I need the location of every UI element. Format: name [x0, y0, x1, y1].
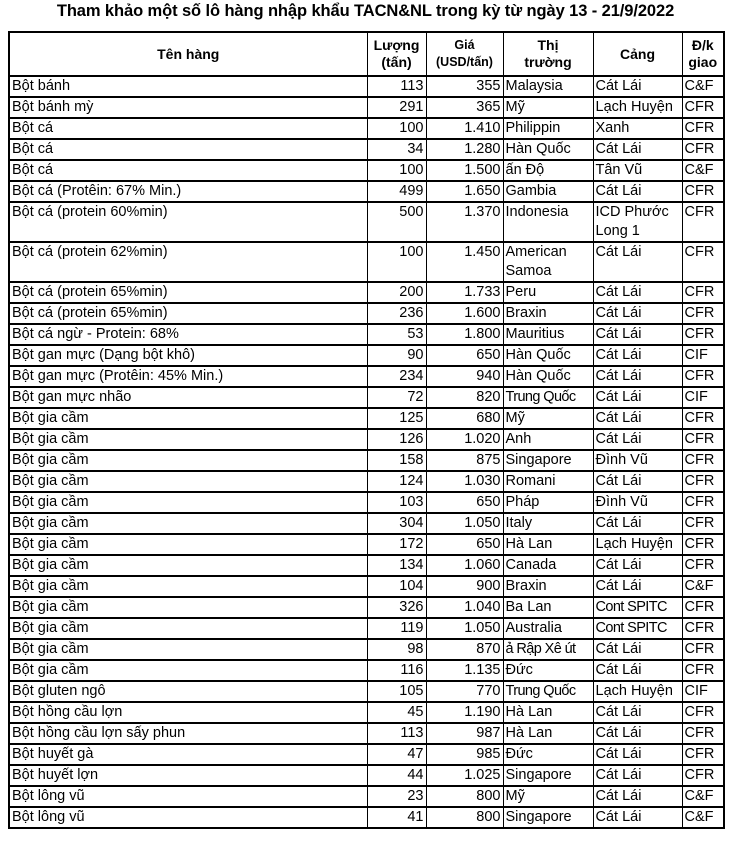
table-row [9, 639, 724, 660]
cell-port: Cát Lái [593, 181, 682, 202]
cell-port: Cont SPITC [593, 597, 682, 618]
table-row [9, 513, 724, 534]
cell-market: Pháp [503, 492, 593, 513]
cell-quantity: 113 [367, 76, 426, 97]
cell-port: Tân Vũ [593, 160, 682, 181]
table-row [9, 181, 724, 202]
cell-market: Braxin [503, 576, 593, 597]
table-row [9, 744, 724, 765]
cell-market: Singapore [503, 450, 593, 471]
cell-port: Đình Vũ [593, 450, 682, 471]
header-market [503, 32, 593, 76]
cell-port: ICD Phước Long 1 [593, 202, 682, 242]
cell-port: Cát Lái [593, 345, 682, 366]
cell-price: 900 [426, 576, 503, 597]
cell-quantity: 200 [367, 282, 426, 303]
cell-delivery-term: CFR [682, 97, 724, 118]
table-row [9, 429, 724, 450]
table-row [9, 303, 724, 324]
cell-quantity: 47 [367, 744, 426, 765]
cell-delivery-term: CFR [682, 723, 724, 744]
cell-name: Bột lông vũ [9, 807, 367, 828]
table-row [9, 534, 724, 555]
table-row [9, 118, 724, 139]
cell-port: Cát Lái [593, 702, 682, 723]
cell-quantity: 134 [367, 555, 426, 576]
cell-market: Mỹ [503, 786, 593, 807]
cell-name: Bột cá (protein 62%min) [9, 242, 367, 282]
cell-market: Braxin [503, 303, 593, 324]
cell-delivery-term: CFR [682, 618, 724, 639]
cell-name: Bột gan mực (Protêin: 45% Min.) [9, 366, 367, 387]
cell-name: Bột gan mực nhão [9, 387, 367, 408]
cell-price: 650 [426, 534, 503, 555]
cell-port: Cát Lái [593, 744, 682, 765]
cell-market: Mỹ [503, 408, 593, 429]
cell-market: Đức [503, 660, 593, 681]
cell-quantity: 104 [367, 576, 426, 597]
cell-price: 800 [426, 807, 503, 828]
table-row [9, 471, 724, 492]
cell-price: 1.060 [426, 555, 503, 576]
cell-price: 1.370 [426, 202, 503, 242]
table-row [9, 786, 724, 807]
cell-name: Bột cá [9, 118, 367, 139]
cell-market: Anh [503, 429, 593, 450]
cell-price: 1.020 [426, 429, 503, 450]
cell-price: 1.800 [426, 324, 503, 345]
cell-name: Bột gia cầm [9, 660, 367, 681]
table-row [9, 202, 724, 242]
cell-market: Mauritius [503, 324, 593, 345]
header-name [9, 32, 367, 76]
cell-market: Mỹ [503, 97, 593, 118]
cell-name: Bột gia cầm [9, 576, 367, 597]
cell-market: Hàn Quốc [503, 345, 593, 366]
cell-market: Indonesia [503, 202, 593, 242]
cell-quantity: 100 [367, 242, 426, 282]
cell-delivery-term: CFR [682, 366, 724, 387]
cell-market: Trung Quốc [503, 387, 593, 408]
cell-delivery-term: CFR [682, 744, 724, 765]
cell-quantity: 116 [367, 660, 426, 681]
cell-name: Bột gan mực (Dạng bột khô) [9, 345, 367, 366]
cell-quantity: 105 [367, 681, 426, 702]
cell-port: Cát Lái [593, 408, 682, 429]
table-row [9, 139, 724, 160]
cell-port: Cát Lái [593, 786, 682, 807]
cell-port: Cát Lái [593, 765, 682, 786]
cell-port: Cát Lái [593, 639, 682, 660]
cell-price: 870 [426, 639, 503, 660]
cell-port: Cont SPITC [593, 618, 682, 639]
table-row [9, 160, 724, 181]
cell-name: Bột lông vũ [9, 786, 367, 807]
header-price-line1: Giá [454, 38, 475, 52]
cell-price: 985 [426, 744, 503, 765]
table-row [9, 555, 724, 576]
header-port [593, 32, 682, 76]
cell-port: Cát Lái [593, 366, 682, 387]
cell-market: Gambia [503, 181, 593, 202]
cell-name: Bột cá (Protêin: 67% Min.) [9, 181, 367, 202]
cell-delivery-term: CFR [682, 429, 724, 450]
cell-name: Bột gia cầm [9, 555, 367, 576]
table-row [9, 576, 724, 597]
cell-quantity: 44 [367, 765, 426, 786]
cell-delivery-term: C&F [682, 76, 724, 97]
cell-delivery-term: CFR [682, 242, 724, 282]
cell-price: 1.410 [426, 118, 503, 139]
cell-port: Cát Lái [593, 660, 682, 681]
cell-delivery-term: CIF [682, 681, 724, 702]
table-row [9, 660, 724, 681]
cell-delivery-term: CFR [682, 639, 724, 660]
cell-port: Cát Lái [593, 242, 682, 282]
header-term [682, 32, 724, 76]
table-row [9, 618, 724, 639]
cell-delivery-term: CFR [682, 660, 724, 681]
cell-market: Canada [503, 555, 593, 576]
cell-market: Philippin [503, 118, 593, 139]
cell-name: Bột gia cầm [9, 639, 367, 660]
cell-price: 1.025 [426, 765, 503, 786]
cell-delivery-term: CFR [682, 303, 724, 324]
cell-price: 1.650 [426, 181, 503, 202]
cell-port: Lạch Huyện [593, 97, 682, 118]
cell-port: Đình Vũ [593, 492, 682, 513]
cell-name: Bột gia cầm [9, 450, 367, 471]
cell-market: Australia [503, 618, 593, 639]
cell-name: Bột hồng cầu lợn sấy phun [9, 723, 367, 744]
cell-market: ấn Độ [503, 160, 593, 181]
cell-name: Bột huyết lợn [9, 765, 367, 786]
cell-price: 1.050 [426, 618, 503, 639]
cell-quantity: 90 [367, 345, 426, 366]
cell-port: Cát Lái [593, 471, 682, 492]
cell-price: 650 [426, 345, 503, 366]
cell-quantity: 98 [367, 639, 426, 660]
import-shipments-table [8, 31, 725, 829]
cell-price: 1.600 [426, 303, 503, 324]
cell-price: 1.190 [426, 702, 503, 723]
cell-port: Cát Lái [593, 139, 682, 160]
cell-delivery-term: CFR [682, 408, 724, 429]
cell-quantity: 41 [367, 807, 426, 828]
header-market-line2: trường [524, 54, 572, 70]
cell-price: 1.030 [426, 471, 503, 492]
cell-delivery-term: C&F [682, 786, 724, 807]
cell-delivery-term: CFR [682, 492, 724, 513]
table-row [9, 242, 724, 282]
cell-port: Cát Lái [593, 76, 682, 97]
table-row [9, 450, 724, 471]
cell-price: 650 [426, 492, 503, 513]
cell-price: 1.733 [426, 282, 503, 303]
cell-quantity: 45 [367, 702, 426, 723]
table-row [9, 807, 724, 828]
cell-market: American Samoa [503, 242, 593, 282]
cell-name: Bột gia cầm [9, 534, 367, 555]
cell-delivery-term: CFR [682, 597, 724, 618]
cell-name: Bột huyết gà [9, 744, 367, 765]
cell-market: Romani [503, 471, 593, 492]
table-row [9, 681, 724, 702]
cell-price: 770 [426, 681, 503, 702]
cell-name: Bột cá [9, 139, 367, 160]
cell-quantity: 53 [367, 324, 426, 345]
header-port-label: Cảng [620, 45, 655, 62]
cell-delivery-term: CFR [682, 534, 724, 555]
cell-price: 820 [426, 387, 503, 408]
cell-name: Bột hồng cầu lợn [9, 702, 367, 723]
cell-market: Trung Quốc [503, 681, 593, 702]
cell-port: Cát Lái [593, 576, 682, 597]
cell-port: Lạch Huyện [593, 534, 682, 555]
cell-price: 1.500 [426, 160, 503, 181]
cell-quantity: 23 [367, 786, 426, 807]
cell-price: 940 [426, 366, 503, 387]
cell-name: Bột gia cầm [9, 492, 367, 513]
table-row [9, 408, 724, 429]
table-row [9, 76, 724, 97]
cell-price: 1.135 [426, 660, 503, 681]
cell-quantity: 124 [367, 471, 426, 492]
cell-quantity: 34 [367, 139, 426, 160]
cell-market: Italy [503, 513, 593, 534]
cell-delivery-term: CFR [682, 324, 724, 345]
cell-delivery-term: CIF [682, 387, 724, 408]
header-price [426, 32, 503, 76]
cell-market: Peru [503, 282, 593, 303]
header-qty-line2: (tấn) [381, 54, 412, 70]
cell-delivery-term: CFR [682, 555, 724, 576]
table-row [9, 387, 724, 408]
cell-name: Bột cá (protein 65%min) [9, 303, 367, 324]
cell-market: ả Rập Xê út [503, 639, 593, 660]
cell-delivery-term: CFR [682, 282, 724, 303]
cell-port: Xanh [593, 118, 682, 139]
cell-price: 1.450 [426, 242, 503, 282]
table-row [9, 492, 724, 513]
table-header-row [9, 32, 724, 76]
cell-price: 680 [426, 408, 503, 429]
header-name-label: Tên hàng [157, 45, 220, 62]
cell-quantity: 500 [367, 202, 426, 242]
cell-market: Singapore [503, 807, 593, 828]
cell-price: 1.040 [426, 597, 503, 618]
cell-delivery-term: CFR [682, 202, 724, 242]
cell-market: Singapore [503, 765, 593, 786]
cell-delivery-term: CIF [682, 345, 724, 366]
cell-delivery-term: CFR [682, 181, 724, 202]
cell-delivery-term: CFR [682, 139, 724, 160]
cell-quantity: 291 [367, 97, 426, 118]
cell-price: 800 [426, 786, 503, 807]
cell-delivery-term: CFR [682, 702, 724, 723]
cell-port: Cát Lái [593, 429, 682, 450]
cell-name: Bột bánh [9, 76, 367, 97]
cell-delivery-term: CFR [682, 765, 724, 786]
cell-price: 987 [426, 723, 503, 744]
cell-port: Cát Lái [593, 513, 682, 534]
cell-quantity: 72 [367, 387, 426, 408]
cell-delivery-term: C&F [682, 160, 724, 181]
cell-price: 355 [426, 76, 503, 97]
cell-port: Cát Lái [593, 723, 682, 744]
table-row [9, 366, 724, 387]
cell-name: Bột gia cầm [9, 429, 367, 450]
cell-market: Malaysia [503, 76, 593, 97]
cell-price: 875 [426, 450, 503, 471]
cell-market: Ba Lan [503, 597, 593, 618]
cell-quantity: 126 [367, 429, 426, 450]
cell-quantity: 304 [367, 513, 426, 534]
cell-delivery-term: CFR [682, 118, 724, 139]
cell-port: Lạch Huyện [593, 681, 682, 702]
cell-port: Cát Lái [593, 807, 682, 828]
cell-name: Bột cá (protein 65%min) [9, 282, 367, 303]
cell-quantity: 326 [367, 597, 426, 618]
cell-quantity: 234 [367, 366, 426, 387]
table-row [9, 282, 724, 303]
cell-port: Cát Lái [593, 324, 682, 345]
cell-name: Bột gia cầm [9, 471, 367, 492]
cell-quantity: 103 [367, 492, 426, 513]
cell-port: Cát Lái [593, 555, 682, 576]
cell-quantity: 158 [367, 450, 426, 471]
cell-name: Bột cá ngừ - Protein: 68% [9, 324, 367, 345]
cell-name: Bột cá (protein 60%min) [9, 202, 367, 242]
cell-price: 1.280 [426, 139, 503, 160]
cell-delivery-term: CFR [682, 513, 724, 534]
cell-delivery-term: C&F [682, 807, 724, 828]
cell-quantity: 125 [367, 408, 426, 429]
cell-port: Cát Lái [593, 282, 682, 303]
header-market-line1: Thị [537, 37, 559, 53]
cell-delivery-term: CFR [682, 471, 724, 492]
cell-name: Bột gia cầm [9, 597, 367, 618]
header-term-line1: Đ/k [691, 37, 714, 53]
cell-port: Cát Lái [593, 303, 682, 324]
cell-market: Hàn Quốc [503, 366, 593, 387]
cell-quantity: 236 [367, 303, 426, 324]
cell-quantity: 100 [367, 118, 426, 139]
cell-name: Bột gia cầm [9, 408, 367, 429]
cell-name: Bột gia cầm [9, 513, 367, 534]
cell-quantity: 499 [367, 181, 426, 202]
header-qty [367, 32, 426, 76]
table-row [9, 723, 724, 744]
table-row [9, 324, 724, 345]
page-title: Tham khảo một số lô hàng nhập khẩu TACN&NL trong kỳ từ ngày 13 - 21/9/2022 [56, 2, 675, 20]
table-row [9, 765, 724, 786]
table-row [9, 97, 724, 118]
cell-delivery-term: C&F [682, 576, 724, 597]
cell-quantity: 100 [367, 160, 426, 181]
cell-market: Hà Lan [503, 702, 593, 723]
header-qty-line1: Lượng [373, 37, 420, 53]
cell-market: Hàn Quốc [503, 139, 593, 160]
table-row [9, 597, 724, 618]
cell-name: Bột bánh mỳ [9, 97, 367, 118]
cell-quantity: 119 [367, 618, 426, 639]
cell-price: 365 [426, 97, 503, 118]
cell-quantity: 113 [367, 723, 426, 744]
table-body [9, 76, 724, 828]
cell-price: 1.050 [426, 513, 503, 534]
cell-name: Bột gia cầm [9, 618, 367, 639]
cell-name: Bột gluten ngô [9, 681, 367, 702]
cell-market: Hà Lan [503, 534, 593, 555]
cell-name: Bột cá [9, 160, 367, 181]
cell-quantity: 172 [367, 534, 426, 555]
header-term-line2: giao [688, 54, 718, 70]
cell-port: Cát Lái [593, 387, 682, 408]
cell-delivery-term: CFR [682, 450, 724, 471]
table-row [9, 345, 724, 366]
cell-market: Đức [503, 744, 593, 765]
cell-market: Hà Lan [503, 723, 593, 744]
header-price-line2: (USD/tấn) [436, 55, 493, 69]
table-row [9, 702, 724, 723]
